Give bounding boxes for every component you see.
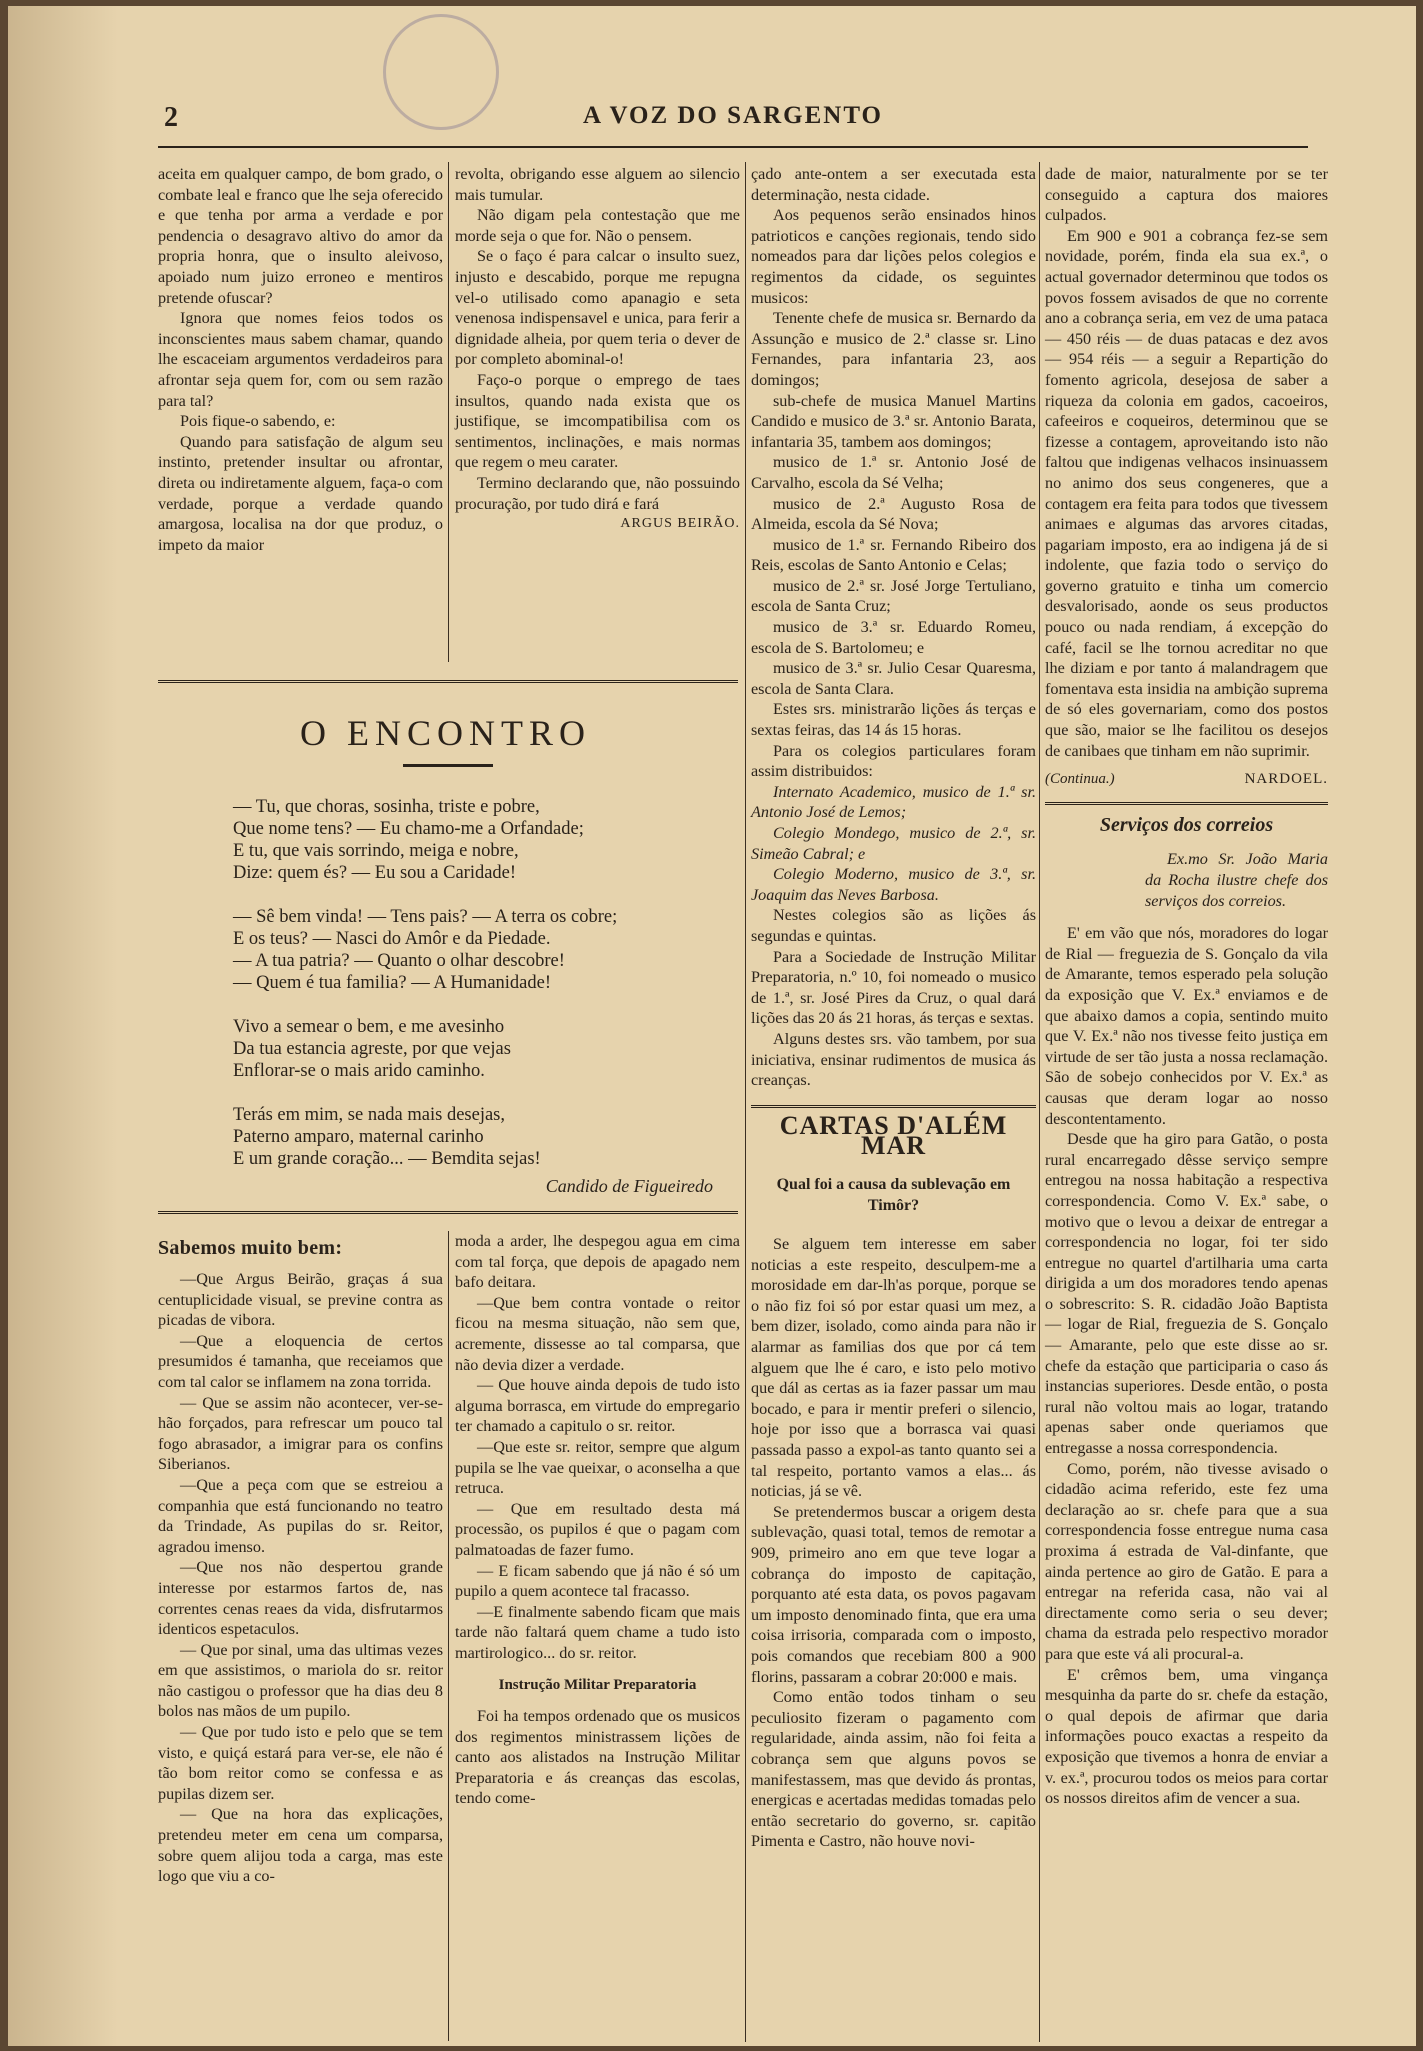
verse: E os teus? — Nasci do Amôr e da Piedade. [233, 929, 551, 949]
verse: — Tu, que choras, sosinha, triste e pobre, [233, 797, 540, 817]
paragraph: Ignora que nomes feios todos os inconscientes maus sabem chamar, quando lhe escaceiam argumentos verdadeiros para afrontar seja quem for, com ou sem razão para tal? [158, 309, 443, 410]
paragraph: dade de maior, naturalmente por se ter conseguido a captura dos maiores culpados. [1045, 165, 1328, 225]
paragraph: çado ante-ontem a ser executada esta determinação, nesta cidade. [751, 165, 1036, 204]
verse: Que nome tens? — Eu chamo-me a Orfandade; [233, 819, 584, 839]
verse: — A tua patria? — Quanto o olhar descobre! [233, 951, 565, 971]
paragraph: musico de 1.ª sr. Fernando Ribeiro dos Reis, escolas de Santo Antonio e Celas; [751, 535, 1036, 575]
paragraph: Pois fique-o sabendo, e: [180, 412, 336, 431]
signature: ARGUS BEIRÃO. [620, 516, 740, 532]
column-4 [1045, 164, 1328, 1809]
paragraph: Alguns destes srs. vão tambem, por sua iniciativa, ensinar rudimentos de musica ás creanças. [751, 1029, 1036, 1090]
masthead-rule [158, 146, 1308, 148]
paragraph: moda a arder, lhe despegou agua em cima com tal força, que depois de apagado nem bafo deitara. [455, 1232, 740, 1292]
paragraph: Se o faço é para calcar o insulto suez, injusto e descabido, porque me repugna vel-o utilisado como apanagio e seta venenosa indispensavel e unica, para ferir a dignidade alheia, por quem teria o dever de por completo abominal-o! [455, 247, 740, 369]
newspaper-page [8, 6, 1416, 2046]
sabemos-column-2 [455, 1231, 740, 1809]
column-1-top [158, 164, 443, 555]
paragraph: — Que houve ainda depois de tudo isto alguma borrasca, em virtude do empregario ter chamado a capitulo o sr. reitor. [455, 1376, 740, 1436]
paragraph: Internato Academico, musico de 1.ª sr. Antonio José de Lemos; [751, 782, 1036, 822]
column-divider [745, 162, 746, 2042]
paragraph: Quando para satisfação de algum seu instinto, pretender insultar ou afrontar, direta ou indiretamente alguem, faça-o com verdade, porque a verdade quando amargosa, localisa na dor que produz, o impeto da maior [158, 432, 443, 554]
paragraph: Se alguem tem interesse em saber noticias a este respeito, desculpem-me a morosidade em dar-lh'as porque, porque se o não fiz foi só por estar quasi um mez, a bem dizer, isolado, como ainda para não ir alarmar as familias dos que por cá tem alguem que lhe é caro, e isto pelo motivo que dál as certas as ia fazer passar um mau bocado, e para ir mentir preferi o silencio, hoje por isso que a borrasca vai quasi passada passo a expol-as tanto quanto sei a tal respeito, portanto vamos a elas... ás noticias, já se vê. [751, 1235, 1036, 1501]
paragraph: Se pretendermos buscar a origem desta sublevação, quasi total, temos de remotar a 909, primeiro ano em que teve logar a cobrança do imposto de capitação, porquanto até esta data, os povos pagavam um imposto denominado finta, que era uma coisa irrisoria, comparada com o imposto, pois comandos que recebiam 800 a 900 florins, passaram a cobrar 20:000 e mais. [751, 1502, 1036, 1686]
paragraph: — E ficam sabendo que já não é só um pupilo a quem acontece tal fracasso. [455, 1561, 740, 1601]
stanza [233, 1104, 733, 1170]
section-subheading: Qual foi a causa da sublevação em Timôr? [776, 1175, 1011, 1214]
column-divider [448, 162, 449, 662]
section-rule [1045, 802, 1328, 805]
paragraph: —Que a peça com que se estreiou a companhia que está funcionando no teatro da Trindade, As pupilas do sr. Reitor, agradou imenso. [158, 1475, 443, 1556]
paragraph: E' em vão que nós, moradores do logar de Rial — freguezia de S. Gonçalo da vila de Amarante, temos esperado pela solução da exposição que V. Ex.ª enviamos e de que abaixo damos a copia, sentindo muito que V. Ex.ª não nos tivesse feito justiça em virtude de ser tão justa a nossa reclamação. São de sobejo conhecidos por V. Ex.ª as causas que deram logar ao nosso descontentamento. [1045, 924, 1328, 1128]
section-heading: Serviços dos correios [1099, 813, 1274, 836]
poem-author: Candido de Figueiredo [545, 1176, 713, 1196]
section-heading: Sabemos muito bem: [158, 1237, 343, 1259]
title-ornament [403, 764, 493, 767]
stanza [233, 1016, 733, 1082]
paragraph: —Que a eloquencia de certos presumidos é tamanha, que receiamos que com tal calor se inflamem na zona torrida. [158, 1331, 443, 1391]
section-rule [158, 1211, 738, 1214]
paragraph: — Que por sinal, uma das ultimas vezes em que assistimos, o mariola do sr. reitor não castigou o professor que ha dias deu 8 bolos nas mãos de um pupilo. [158, 1640, 443, 1721]
paragraph: Estes srs. ministrarão lições ás terças e sextas feiras, das 14 ás 15 horas. [751, 700, 1036, 740]
newspaper-title: A VOZ DO SARGENTO [582, 102, 883, 129]
verse: E tu, que vais sorrindo, meiga e nobre, [233, 841, 519, 861]
paragraph: — Que por tudo isto e pelo que se tem visto, e quiçá estará para ver-se, ele não é tão bom reitor como se confessa e as pupilas dizem ser. [158, 1723, 443, 1803]
column-2-top [455, 164, 740, 535]
paragraph: musico de 3.ª sr. Julio Cesar Quaresma, escola de Santa Clara. [751, 659, 1036, 698]
paragraph: — Que na hora das explicações, pretendeu meter em cena um comparsa, sobre quem alijou toda a carga, mas este logo que viu a co- [158, 1805, 443, 1886]
paragraph: musico de 1.ª sr. Antonio José de Carvalho, escola da Sé Velha; [751, 453, 1036, 492]
paragraph: —Que nos não despertou grande interesse por estarmos fartos de, nas correntes cenas reaes da vida, disfrutarmos identicos espetaculos. [158, 1558, 443, 1639]
paragraph: musico de 2.ª sr. José Jorge Tertuliano, escola de Santa Cruz; [751, 576, 1036, 616]
paragraph: Aos pequenos serão ensinados hinos patrioticos e canções regionais, tendo sido nomeados para dar lições pelos colegios e regimentos da cidade, os seguintes musicos: [751, 206, 1036, 307]
section-rule [158, 680, 738, 683]
paragraph: — Que se assim não acontecer, ver-se-hão forçados, para refrescar um pouco tal fogo abrasador, a imigrar para os confins Siberianos. [158, 1393, 443, 1474]
poem-title: O ENCONTRO [300, 713, 591, 753]
paragraph: Para a Sociedade de Instrução Militar Preparatoria, n.º 10, foi nomeado o musico de 1.ª, sr. José Pires da Cruz, o qual dará lições das 20 ás 21 horas, ás terças e sextas. [751, 947, 1036, 1028]
stanza [233, 906, 733, 994]
paragraph: Não digam pela contestação que me morde seja o que for. Não o pensem. [455, 206, 740, 245]
page-fold-shadow [8, 6, 118, 2046]
verse: E um grande coração... — Bemdita sejas! [233, 1149, 541, 1169]
paragraph: Foi ha tempos ordenado que os musicos dos regimentos ministrassem lições de canto aos alistados na Instrução Militar Preparatoria e ás creanças das escolas, tendo come- [455, 1707, 740, 1808]
paragraph: — Que em resultado desta má processão, os pupilos é que o pagam com palmatoadas de fazer fumo. [455, 1499, 740, 1559]
column-divider [1039, 162, 1040, 2042]
masthead [158, 102, 1308, 136]
paragraph: Desde que ha giro para Gatão, o posta rural encarregado dêsse serviço sempre entregou na nossa habitação a respectiva correspondencia. Como V. Ex.ª sabe, o motivo que o levou a deixar de entregar a correspondencia no logar, foi ter sido entregue no quartel d'artilharia uma carta dirigida a um dos moradores tendo apenas o sobrescrito: S. R. cidadão João Baptista — logar de Rial, freguezia de S. Gonçalo — Amarante, pelo que este disse ao sr. chefe da estação que participaria o caso ás instancias superiores. Desde então, o posta rural não voltou mais ao logar, tratando apenas saber onde queriamos que entregasse a nossa correspondencia. [1045, 1130, 1328, 1458]
verse: Terás em mim, se nada mais desejas, [233, 1105, 506, 1125]
verse: Dize: quem és? — Eu sou a Caridade! [233, 863, 517, 883]
paragraph: Nestes colegios são as lições ás segundas e quintas. [751, 906, 1036, 945]
section-rule [751, 1105, 1036, 1108]
verse: Enflorar-se o mais arido caminho. [233, 1061, 485, 1081]
verse: Da tua estancia agreste, por que vejas [233, 1039, 511, 1059]
poem [233, 796, 733, 1192]
paragraph: Termino declarando que, não possuindo procuração, por tudo dirá e fará [455, 473, 740, 513]
paragraph: Colegio Moderno, musico de 3.ª, sr. Joaquim das Neves Barbosa. [751, 865, 1036, 904]
page-number: 2 [164, 102, 178, 133]
section-heading: Instrução Militar Preparatoria [498, 1677, 697, 1694]
paragraph: musico de 3.ª sr. Eduardo Romeu, escola de S. Bartolomeu; e [751, 618, 1036, 657]
verse: Paterno amparo, maternal carinho [233, 1127, 484, 1147]
section-heading: CARTAS D'ALÉM MAR [779, 1110, 1008, 1161]
paragraph: sub-chefe de musica Manuel Martins Candido e musico de 3.ª sr. Antonio Barata, infantaria 35, tambem aos domingos; [751, 391, 1036, 451]
verse: — Quem é tua familia? — A Humanidade! [233, 973, 552, 993]
paragraph: Como então todos tinham o seu peculiosito fizeram o pagamento com regularidade, ainda assim, não foi feita a cobrança sem que alguns povos se manifestassem, mas que devido ás prontas, energicas e acertadas medidas tomadas pelo então secretario do governo, sr. capitão Pimenta e Castro, não houve novi- [751, 1688, 1036, 1851]
sabemos-column-1 [158, 1231, 443, 1887]
paragraph: aceita em qualquer campo, de bom grado, o combate leal e franco que lhe seja oferecido e que tenha por arma a verdade e por pendencia o desagravo altivo do amor da propria honra, que o insulto aleivoso, apoiado num juizo erroneo e mentiros pretende ofuscar? [158, 165, 443, 307]
verse: — Sê bem vinda! — Tens pais? — A terra os cobre; [233, 907, 618, 927]
paragraph: musico de 2.ª Augusto Rosa de Almeida, escola da Sé Nova; [751, 494, 1036, 534]
verse: Vivo a semear o bem, e me avesinho [233, 1017, 505, 1037]
column-divider [448, 1231, 449, 2041]
paragraph: —Que bem contra vontade o reitor ficou na mesma situação, não sem que, acremente, dissesse ao tal comparsa, que não devia dizer a verdade. [455, 1293, 740, 1374]
paragraph: E' crêmos bem, uma vingança mesquinha da parte do sr. chefe da estação, o qual depois de afirmar que daria informações pouco exactas a respeito da exposição que tivemos a honra de enviar a v. ex.ª, procurou todos os meios para cortar os nossos direitos afim de vencer a sua. [1045, 1665, 1328, 1808]
stanza [233, 796, 733, 884]
paragraph: —Que Argus Beirão, graças á sua centuplicidade visual, se previne contra as picadas de vibora. [158, 1270, 443, 1330]
paragraph: revolta, obrigando esse alguem ao silencio mais tumular. [455, 165, 740, 204]
continua-label: (Continua.) [1045, 771, 1115, 788]
address-line: Ex.mo Sr. João Maria da Rocha ilustre chefe dos serviços dos correios. [1145, 850, 1328, 910]
paragraph: —E finalmente sabendo ficam que mais tarde não faltará quem chame a tudo isto martirologico... do sr. reitor. [455, 1602, 740, 1662]
paragraph: Colegio Mondego, musico de 2.ª, sr. Simeão Cabral; e [751, 824, 1036, 863]
paragraph: Tenente chefe de musica sr. Bernardo da Assunção e musico de 2.ª classe sr. Lino Fernandes, para infantaria 23, aos domingos; [751, 309, 1036, 389]
column-3 [751, 164, 1036, 1852]
paragraph: Como, porém, não tivesse avisado o cidadão acima referido, este fez uma declaração ao sr. chefe para que a sua correspondencia fosse entregue numa casa proxima á estrada de Val-dinfante, que ainda pertence ao giro de Gatão. E para a entregar na referida casa, não vai al directamente como seria o seu dever; chama da estrada pelo respectivo morador para que este vá ali procural-a. [1045, 1459, 1328, 1663]
signature: NARDOEL. [1244, 771, 1328, 788]
paragraph: —Que este sr. reitor, sempre que algum pupila se lhe vae queixar, o aconselha a que retruca. [455, 1437, 740, 1498]
paragraph: Faço-o porque o emprego de taes insultos, quando nada exista que os justifique, se imcompatibilisa com os sentimentos, inclinações, e mais normas que regem o meu carater. [455, 370, 740, 472]
paragraph: Em 900 e 901 a cobrança fez-se sem novidade, porém, finda ela sua ex.ª, o actual governador determinou que todos os povos fossem avisados de que no corrente ano a cobrança seria, em vez de uma pataca — 450 réis — de duas patacas e dez avos — 954 réis — a seguir a Repartição do fomento agricola, desejosa de saber a riqueza da colonia em gados, cacoeiros, cafeeiros e coqueiros, determinou que se fizesse a contagem, aproveitando isto não faltou que indigenas velhacos insinuassem no animo dos seus congeneres, que a contagem era feita para todos que tivessem animaes e algumas das arvores citadas, pagariam imposto, era ao indigena já de si indolente, que fazia todo o serviço do governo gratuito e tinha um comercio desvalorisado, aonde os seus productos pouco ou nada rendiam, á excepção do café, facil se lhe tornou acreditar no que lhe diziam e por tanto á malandragem que fomentava esta insidia na ambição suprema de só eles governariam, como dos postos que são, maior se lhe facilitou os desejos de canibaes que tinham em não suprimir. [1045, 226, 1328, 760]
paragraph: Para os colegios particulares foram assim distribuidos: [751, 741, 1036, 781]
continuation-line [1045, 769, 1328, 790]
